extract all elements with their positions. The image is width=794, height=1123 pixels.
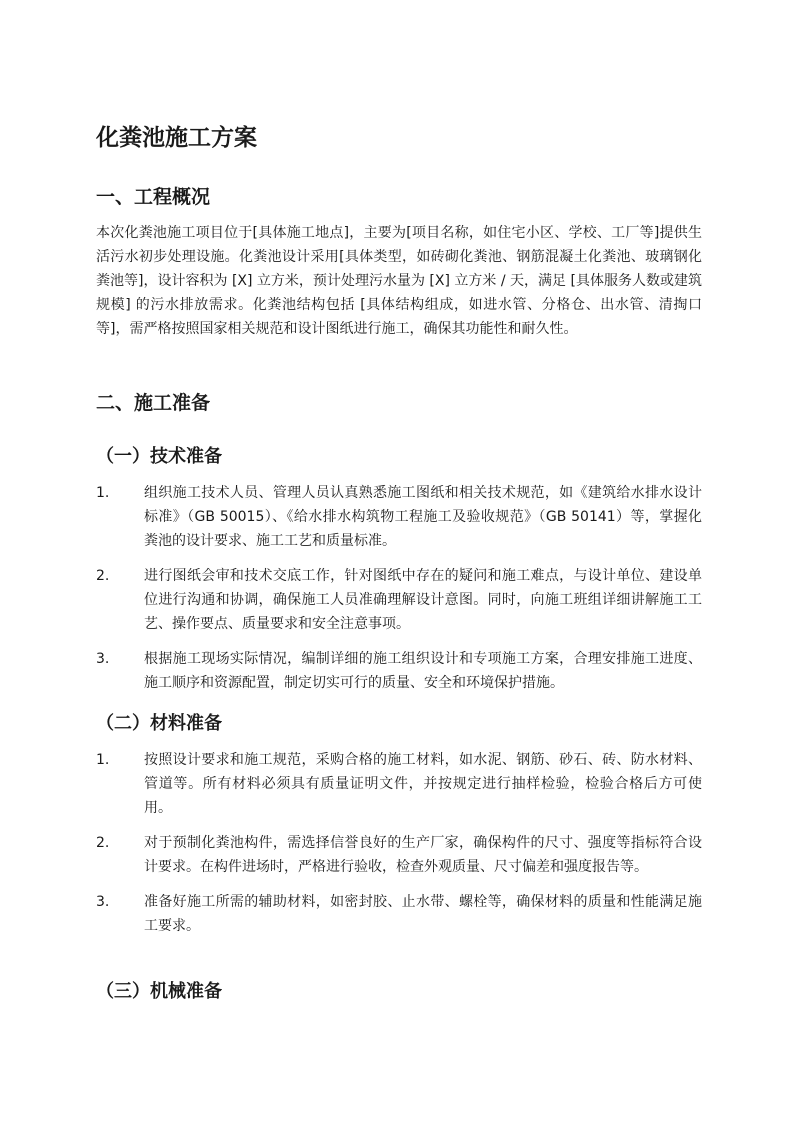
list-item-number: 2. (96, 568, 110, 584)
subsection-heading-technical: （一）技术准备 (96, 446, 222, 467)
section-heading-preparation: 二、施工准备 (96, 392, 211, 414)
list-item-text: 按照设计要求和施工规范，采购合格的施工材料，如水泥、钢筋、砂石、砖、防水材料、管道等。所有材料必须具有质量证明文件，并按规定进行抽样检验，检验合格后方可使用。 (144, 752, 702, 816)
list-item (96, 481, 702, 553)
list-item-number: 3. (96, 651, 110, 667)
list-item (96, 831, 702, 879)
list-item (96, 890, 702, 938)
technical-list (96, 481, 702, 706)
subsection-heading-machinery: （三）机械准备 (96, 981, 222, 1002)
list-item-text: 根据施工现场实际情况，编制详细的施工组织设计和专项施工方案，合理安排施工进度、施工顺序和资源配置，制定切实可行的质量、安全和环境保护措施。 (144, 651, 702, 691)
list-item-text: 对于预制化粪池构件，需选择信誉良好的生产厂家，确保构件的尺寸、强度等指标符合设计要求。在构件进场时，严格进行验收，检查外观质量、尺寸偏差和强度报告等。 (144, 835, 702, 875)
subsection-heading-materials: （二）材料准备 (96, 713, 222, 734)
list-item-text: 进行图纸会审和技术交底工作，针对图纸中存在的疑问和施工难点，与设计单位、建设单位进行沟通和协调，确保施工人员准确理解设计意图。同时，向施工班组详细讲解施工工艺、操作要点、质量要求和安全注意事项。 (144, 568, 702, 632)
overview-paragraph: 本次化粪池施工项目位于[具体施工地点]，主要为[项目名称，如住宅小区、学校、工厂等]提供生活污水初步处理设施。化粪池设计采用[具体类型，如砖砌化粪池、钢筋混凝土化粪池、玻璃钢化粪池等]，设计容积为 [X] 立方米，预计处理污水量为 [X] 立方米 / 天，满足 [具体服务人数或建筑规模] 的污水排放需求。化粪池结构包括 [具体结构组成，如进水管、分格仓、出水管、清掏口等]，需严格按照国家相关规范和设计图纸进行施工，确保其功能性和耐久性。 (96, 225, 702, 337)
document-title: 化粪池施工方案 (96, 125, 257, 151)
list-item (96, 647, 702, 695)
list-item-number: 2. (96, 835, 110, 851)
list-item-number: 3. (96, 894, 110, 910)
materials-list (96, 748, 702, 949)
section-heading-overview: 一、工程概况 (96, 186, 211, 208)
list-item-text: 组织施工技术人员、管理人员认真熟悉施工图纸和相关技术规范，如《建筑给水排水设计标准》（GB 50015）、《给水排水构筑物工程施工及验收规范》（GB 50141）等，掌握化粪池的设计要求、施工工艺和质量标准。 (144, 485, 702, 549)
list-item-number: 1. (96, 752, 110, 768)
list-item (96, 564, 702, 636)
list-item-text: 准备好施工所需的辅助材料，如密封胶、止水带、螺栓等，确保材料的质量和性能满足施工要求。 (144, 894, 702, 934)
list-item-number: 1. (96, 485, 110, 501)
list-item (96, 748, 702, 820)
